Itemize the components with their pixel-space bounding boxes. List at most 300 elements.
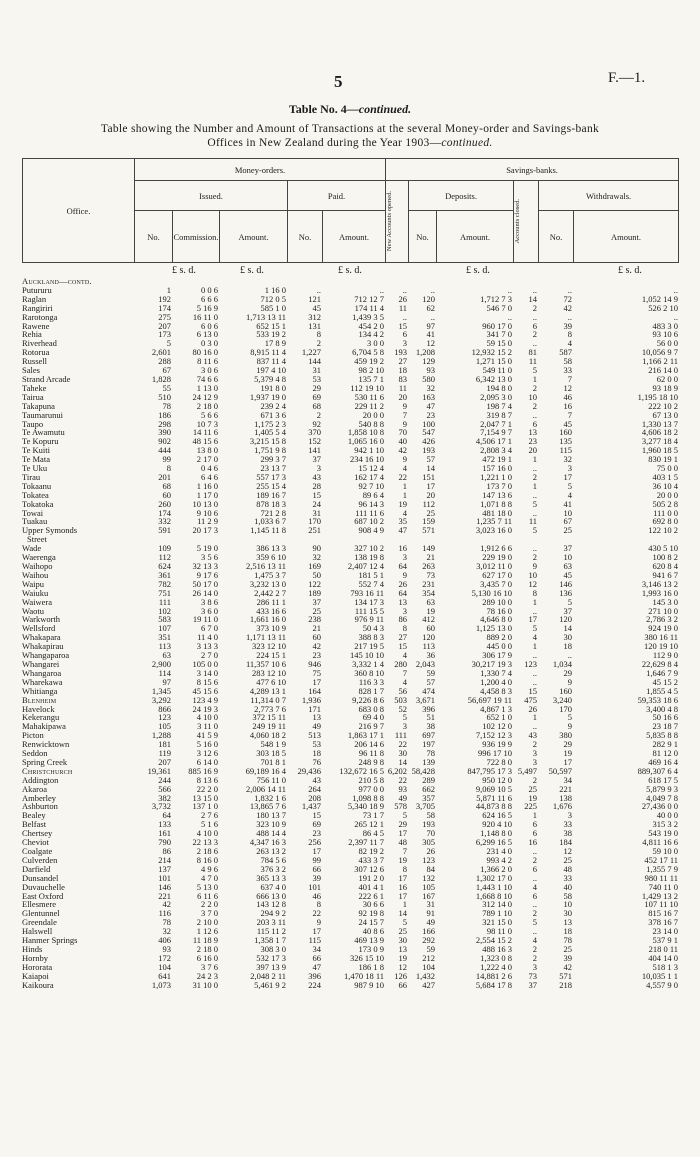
deposits-count-cell: 662	[422, 783, 435, 794]
paid-count-cell: 115	[308, 935, 321, 946]
withdrawals-amount-cell: 526 2 10	[648, 302, 678, 313]
withdrawals-amount-cell: 618 17 5	[648, 774, 678, 785]
table-row	[22, 437, 678, 446]
commission-cell: 80 16 0	[192, 347, 218, 358]
deposits-amount-cell: 1,125 13 0	[475, 623, 512, 634]
paid-count-cell: 17	[312, 926, 321, 937]
deposits-amount-cell: 4,646 8 0	[480, 614, 512, 625]
withdrawals-amount-cell: 505 2 8	[652, 498, 678, 509]
deposits-count-cell: 60	[426, 623, 435, 634]
withdrawals-count-cell: 14	[563, 623, 572, 634]
deposits-amount-cell: 1,200 4 0	[480, 676, 512, 687]
new-accounts-cell: 15	[398, 641, 407, 652]
withdrawals-count-cell: 67	[563, 516, 572, 527]
count-cell: 351	[158, 632, 171, 643]
paid-count-cell: 50	[312, 569, 321, 580]
withdrawals-count-cell: 5	[567, 712, 572, 723]
accounts-closed-cell: 5	[532, 525, 537, 536]
deposits-amount-cell: 488 16 3	[482, 943, 512, 954]
subtitle-line-2-text: Offices in New Zealand during the Year 1903—	[207, 137, 442, 149]
deposits-count-cell: 149	[422, 543, 435, 554]
accounts-closed-cell: 3	[532, 748, 537, 759]
withdrawals-count-cell: 136	[559, 587, 572, 598]
table-row	[22, 544, 678, 553]
issued-amount-cell: 8,915 11 4	[250, 347, 286, 358]
count-cell: 123	[158, 712, 171, 723]
deposits-count-cell: 57	[426, 454, 435, 465]
issued-amount-cell: 13,865 7 6	[249, 801, 286, 812]
issued-amount-cell: 2,006 14 11	[245, 783, 286, 794]
office-name: Whangaroa	[22, 668, 62, 678]
commission-cell: 10 7 3	[196, 418, 218, 429]
paid-amount-cell: 265 12 1	[354, 819, 384, 830]
withdrawals-count-cell: 7	[567, 373, 572, 384]
paid-count-cell: 121	[308, 293, 321, 304]
office-name: Havelock	[22, 704, 55, 714]
table-row	[22, 865, 678, 874]
deposits-count-cell: 263	[422, 561, 435, 571]
new-accounts-cell: 17	[398, 890, 407, 901]
table-row	[22, 500, 678, 509]
withdrawals-amount-cell: 3,277 18 4	[641, 436, 678, 447]
count-cell: 244	[158, 774, 171, 785]
new-accounts-cell: 93	[398, 783, 407, 794]
paid-amount-cell: 433 3 7	[358, 854, 384, 865]
deposits-count-cell: 1,432	[415, 970, 435, 981]
withdrawals-amount-cell: 36 10 4	[652, 480, 678, 491]
commission-cell: 885 16 9	[188, 765, 218, 776]
withdrawals-count-cell: 72	[563, 293, 572, 304]
office-name: Sales	[22, 366, 40, 376]
deposits-amount-cell: 198 7 4	[486, 400, 512, 411]
new-accounts-cell: 25	[398, 926, 407, 937]
withdrawals-amount-cell: 1,993 16 0	[641, 587, 678, 598]
withdrawals-count-cell: 45	[563, 418, 572, 429]
new-accounts-cell: 22	[398, 471, 407, 482]
paid-amount-cell: 987 9 10	[354, 979, 384, 990]
accounts-closed-cell: 5	[532, 498, 537, 509]
withdrawals-count-cell: 38	[563, 828, 572, 839]
deposits-count-cell: 51	[426, 712, 435, 723]
paid-count-cell: 141	[308, 445, 321, 456]
issued-amount-cell: 143 12 8	[256, 899, 286, 910]
office-name: Taheke	[22, 383, 47, 393]
withdrawals-count-cell: 25	[563, 525, 572, 536]
office-name: Dunsandel	[22, 873, 59, 883]
withdrawals-amount-cell: 1,646 7 9	[646, 667, 678, 678]
withdrawals-amount-cell: 692 8 0	[652, 516, 678, 527]
new-accounts-cell: 3	[402, 552, 407, 563]
office-name: Waihou	[22, 570, 49, 580]
count-cell: 55	[162, 382, 171, 393]
withdrawals-amount-cell: 20 0 0	[656, 489, 678, 500]
table-row	[22, 954, 678, 963]
withdrawals-count-cell: 25	[563, 943, 572, 954]
table-row	[22, 900, 678, 909]
deposits-count-cell: 354	[422, 587, 435, 598]
paid-amount-cell: 92 19 8	[358, 908, 384, 919]
deposits-count-cell: 20	[426, 489, 435, 500]
paid-amount-cell: 86 4 5	[362, 828, 384, 839]
new-accounts-cell: 17	[398, 872, 407, 883]
new-accounts-cell: 30	[398, 935, 407, 946]
table-row	[22, 749, 678, 758]
office-name: Greendale	[22, 918, 57, 928]
header-paid-no: No.	[288, 211, 323, 263]
accounts-closed-cell: 73	[528, 970, 537, 981]
commission-cell: 8 15 6	[196, 676, 218, 687]
deposits-count-cell: 151	[422, 471, 435, 482]
count-cell: 63	[162, 650, 171, 661]
withdrawals-count-cell: 63	[563, 561, 572, 571]
issued-amount-cell: 878 18 3	[256, 498, 286, 509]
commission-cell: 3 0 6	[201, 365, 218, 376]
deposits-amount-cell: 1,366 2 0	[480, 863, 512, 874]
deposits-count-cell: 113	[422, 641, 435, 652]
commission-cell: 19 11 0	[192, 614, 218, 625]
withdrawals-amount-cell: 45 15 2	[652, 676, 678, 687]
table-row	[22, 393, 678, 402]
withdrawals-count-cell: 170	[559, 703, 572, 714]
count-cell: 60	[162, 489, 171, 500]
deposits-amount-cell: 14,881 2 6	[475, 970, 512, 981]
withdrawals-amount-cell: 1,052 14 9	[641, 293, 678, 304]
issued-amount-cell: 1,751 9 8	[254, 445, 286, 456]
deposits-amount-cell: 1,443 1 10	[475, 881, 512, 892]
new-accounts-cell: 15	[398, 320, 407, 331]
count-cell: 186	[158, 409, 171, 420]
commission-cell: 24 12 9	[192, 391, 218, 402]
deposits-count-cell: 474	[422, 685, 435, 696]
issued-amount-cell: 1,713 13 11	[245, 311, 286, 322]
deposits-count-cell: 697	[422, 730, 435, 741]
accounts-closed-cell: 11	[528, 516, 537, 527]
count-cell: 390	[158, 427, 171, 438]
paid-count-cell: 224	[308, 979, 321, 990]
office-name: Towai	[22, 508, 44, 518]
new-accounts-cell: 1	[402, 899, 407, 910]
deposits-amount-cell: ..	[507, 284, 512, 295]
accounts-closed-cell: 43	[528, 730, 537, 741]
paid-amount-cell: 98 2 10	[358, 365, 384, 376]
paid-amount-cell: 683 0 8	[358, 703, 384, 714]
office-name: Tokatoka	[22, 499, 54, 509]
new-accounts-cell: 42	[398, 445, 407, 456]
deposits-count-cell: 129	[422, 356, 435, 367]
office-name: Raglan	[22, 294, 47, 304]
paid-amount-cell: 82 19 2	[358, 846, 384, 856]
withdrawals-count-cell: 10	[563, 552, 572, 563]
paid-amount-cell: 116 3 3	[358, 676, 384, 687]
paid-amount-cell: 134 17 3	[354, 596, 384, 607]
withdrawals-amount-cell: 23 14 0	[652, 926, 678, 937]
count-cell: 111	[158, 596, 171, 607]
count-cell: 361	[158, 569, 171, 580]
withdrawals-amount-cell: 23 18 7	[652, 721, 678, 732]
table-row	[22, 357, 678, 366]
accounts-closed-cell: 2	[532, 400, 537, 411]
table-row	[22, 687, 678, 696]
paid-amount-cell: 89 6 4	[362, 489, 384, 500]
count-cell: 201	[158, 471, 171, 482]
paid-amount-cell: ..	[379, 284, 384, 295]
paid-count-cell: 264	[308, 783, 321, 794]
paid-count-cell: 396	[308, 970, 321, 981]
deposits-count-cell: 73	[426, 569, 435, 580]
issued-amount-cell: 721 2 8	[260, 507, 286, 518]
deposits-count-cell: 62	[426, 302, 435, 313]
office-name: Bealey	[22, 811, 46, 821]
withdrawals-count-cell: 380	[559, 730, 572, 741]
commission-cell: 31 10 0	[192, 979, 218, 990]
table-row	[22, 339, 678, 348]
office-name: Rangiriri	[22, 303, 53, 313]
office-name: Auckland—contd.	[22, 277, 92, 286]
deposits-count-cell: 93	[426, 365, 435, 376]
office-name: East Oxford	[22, 891, 64, 901]
issued-amount-cell: 323 10 9	[256, 819, 286, 830]
withdrawals-amount-cell: 1,960 18 5	[641, 445, 678, 456]
count-cell: 332	[158, 516, 171, 527]
issued-amount-cell: 4,060 18 2	[249, 730, 286, 741]
office-name: Ashburton	[22, 802, 58, 812]
paid-count-cell: 8	[316, 329, 321, 340]
commission-cell: 3 7 0	[201, 908, 218, 919]
accounts-closed-cell: 2	[532, 943, 537, 954]
deposits-count-cell: 547	[422, 427, 435, 438]
paid-amount-cell: 388 8 3	[358, 632, 384, 643]
commission-cell: 16 11 0	[192, 311, 218, 322]
paid-amount-cell: 50 4 3	[362, 623, 384, 634]
new-accounts-cell: 3	[402, 338, 407, 349]
paid-amount-cell: 530 11 6	[354, 391, 384, 402]
paid-amount-cell: 401 4 1	[358, 881, 384, 892]
withdrawals-amount-cell: 815 16 7	[648, 908, 678, 919]
new-accounts-cell: 126	[394, 970, 407, 981]
deposits-count-cell: 357	[422, 792, 435, 803]
table-row	[22, 811, 678, 820]
accounts-closed-cell: ..	[532, 872, 537, 883]
withdrawals-amount-cell: 430 5 10	[648, 543, 678, 554]
office-name: Kekerangu	[22, 713, 60, 723]
issued-amount-cell: 488 14 4	[256, 828, 286, 839]
count-cell: 566	[158, 783, 171, 794]
deposits-amount-cell: 624 16 5	[482, 810, 512, 821]
count-cell: 112	[158, 552, 171, 563]
withdrawals-amount-cell: 543 19 0	[648, 828, 678, 839]
withdrawals-amount-cell: 100 8 2	[652, 552, 678, 563]
commission-cell: 3 6 0	[201, 605, 218, 616]
commission-cell: 48 15 6	[192, 436, 218, 447]
deposits-amount-cell: ..	[507, 311, 512, 322]
withdrawals-amount-cell: 107 11 10	[644, 899, 678, 910]
commission-cell: 41 5 9	[196, 730, 218, 741]
paid-amount-cell: 181 5 1	[358, 569, 384, 580]
deposits-amount-cell: 1,221 1 0	[480, 471, 512, 482]
accounts-closed-cell: 5	[532, 917, 537, 928]
paid-count-cell: 31	[312, 365, 321, 376]
office-name: Coalgate	[22, 847, 53, 856]
issued-amount-cell: 1,405 5 4	[254, 427, 286, 438]
deposits-amount-cell: 98 11 0	[486, 926, 512, 937]
paid-amount-cell: 234 16 10	[350, 454, 384, 465]
issued-amount-cell: 323 12 10	[252, 641, 286, 652]
header-issued-amount: Amount.	[220, 211, 288, 263]
paid-count-cell: 3	[316, 463, 321, 474]
commission-cell: 8 13 6	[196, 774, 218, 785]
deposits-count-cell: 58	[426, 810, 435, 821]
withdrawals-count-cell: 120	[559, 614, 572, 625]
paid-amount-cell: 135 7 1	[358, 373, 384, 384]
header-deposits-amount: Amount.	[437, 211, 514, 263]
paid-count-cell: 208	[308, 792, 321, 803]
paid-amount-cell: 2,407 12 4	[347, 561, 384, 571]
new-accounts-cell: 22	[398, 739, 407, 750]
paid-count-cell: 23	[312, 650, 321, 661]
withdrawals-count-cell: 40	[563, 881, 572, 892]
paid-amount-cell: 1,439 3 5	[352, 311, 384, 322]
office-name: Te Mata	[22, 455, 50, 465]
deposits-count-cell: 3,671	[415, 694, 435, 705]
withdrawals-count-cell: 58	[563, 356, 572, 367]
units-paid: £ s. d.	[338, 265, 362, 276]
issued-amount-cell: 180 13 7	[256, 810, 286, 821]
office-name: Tokaanu	[22, 481, 52, 491]
new-accounts-cell: 3	[402, 605, 407, 616]
issued-amount-cell: 283 12 10	[252, 667, 286, 678]
deposits-count-cell: 63	[426, 596, 435, 607]
accounts-closed-cell: 4	[532, 935, 537, 946]
table-row	[22, 802, 678, 811]
paid-amount-cell: 454 2 0	[358, 320, 384, 331]
new-accounts-cell: 11	[398, 382, 407, 393]
deposits-amount-cell: 2,554 15 2	[475, 935, 512, 946]
new-accounts-cell: 16	[398, 881, 407, 892]
table-row	[22, 277, 678, 286]
office-name: Te Kopuru	[22, 437, 59, 447]
count-cell: 102	[158, 605, 171, 616]
issued-amount-cell: 249 19 11	[252, 721, 286, 732]
commission-cell: 14 11 6	[192, 427, 218, 438]
table-row	[22, 856, 678, 865]
table-row	[22, 464, 678, 473]
issued-amount-cell: 784 5 6	[260, 854, 286, 865]
new-accounts-cell: 35	[398, 516, 407, 527]
count-cell: 173	[158, 329, 171, 340]
accounts-closed-cell: ..	[532, 409, 537, 420]
accounts-closed-cell: 13	[528, 427, 537, 438]
withdrawals-amount-cell: 93 10 6	[652, 329, 678, 340]
deposits-amount-cell: 4,458 8 3	[480, 685, 512, 696]
withdrawals-count-cell: 32	[563, 454, 572, 465]
table-row	[22, 972, 678, 981]
accounts-closed-cell: 12	[528, 578, 537, 589]
withdrawals-amount-cell: 216 14 0	[648, 365, 678, 376]
paid-count-cell: 29	[312, 382, 321, 393]
count-cell: 641	[158, 970, 171, 981]
office-name: Street	[27, 535, 47, 545]
deposits-count-cell: 26	[426, 846, 435, 856]
issued-amount-cell: 637 4 0	[260, 881, 286, 892]
paid-amount-cell: 1,858 10 8	[347, 427, 384, 438]
withdrawals-count-cell: 29	[563, 739, 572, 750]
deposits-amount-cell: 960 17 0	[482, 320, 512, 331]
paid-count-cell: 90	[312, 543, 321, 554]
new-accounts-cell: 64	[398, 587, 407, 598]
withdrawals-amount-cell: 218 0 11	[648, 943, 678, 954]
commission-cell: 3 11 0	[197, 721, 218, 732]
commission-cell: 3 13 3	[196, 641, 218, 652]
table-row	[22, 348, 678, 357]
paid-count-cell: 29,436	[297, 765, 321, 776]
withdrawals-amount-cell: 75 0 0	[656, 463, 678, 474]
accounts-closed-cell: 26	[528, 703, 537, 714]
issued-amount-cell: 1,145 11 8	[250, 525, 286, 536]
office-name: Upper Symonds	[22, 526, 78, 536]
deposits-count-cell: 412	[422, 614, 435, 625]
office-name: Waerenga	[22, 553, 56, 563]
deposits-count-cell: 47	[426, 400, 435, 411]
table-row	[22, 322, 678, 331]
table-row	[22, 705, 678, 714]
paid-count-cell: 8	[316, 899, 321, 910]
deposits-count-cell: 112	[422, 498, 435, 509]
withdrawals-count-cell: 4	[567, 489, 572, 500]
deposits-count-cell: 49	[426, 917, 435, 928]
commission-cell: 10 13 0	[192, 498, 218, 509]
accounts-closed-cell: 15	[528, 685, 537, 696]
issued-amount-cell: 3,215 15 8	[249, 436, 286, 447]
table-row	[22, 776, 678, 785]
accounts-closed-cell: 8	[532, 587, 537, 598]
office-name: Rawene	[22, 321, 50, 331]
deposits-count-cell: 58,428	[411, 765, 435, 776]
commission-cell: 2 7 6	[201, 810, 218, 821]
deposits-amount-cell: 1,302 17 0	[475, 872, 512, 883]
office-name: Wade	[22, 544, 42, 554]
commission-cell: 4 9 6	[201, 863, 218, 874]
new-accounts-cell: ..	[402, 284, 407, 295]
office-name: Mahakipawa	[22, 722, 66, 732]
count-cell: 298	[158, 418, 171, 429]
accounts-closed-cell: ..	[532, 338, 537, 349]
withdrawals-amount-cell: 56 0 0	[656, 338, 678, 349]
withdrawals-count-cell: 48	[563, 863, 572, 874]
paid-count-cell: 60	[312, 632, 321, 643]
accounts-closed-cell: 475	[524, 694, 537, 705]
paid-amount-cell: 326 15 10	[350, 952, 384, 963]
issued-amount-cell: 4,289 13 1	[249, 685, 286, 696]
deposits-count-cell: 14	[426, 463, 435, 474]
commission-cell: 1 12 6	[196, 926, 218, 937]
table-row	[22, 838, 678, 847]
count-cell: 99	[162, 454, 171, 465]
issued-amount-cell: 2,773 7 6	[254, 703, 286, 714]
new-accounts-cell: 9	[402, 400, 407, 411]
commission-cell: 50 17 0	[192, 578, 218, 589]
accounts-closed-cell: 5,497	[517, 765, 537, 776]
accounts-closed-cell: ..	[532, 605, 537, 616]
count-cell: 8	[166, 463, 171, 474]
paid-count-cell: 31	[312, 507, 321, 518]
count-cell: 114	[158, 667, 171, 678]
paid-count-cell: 37	[312, 454, 321, 465]
withdrawals-count-cell: 42	[563, 302, 572, 313]
paid-count-cell: 15	[312, 810, 321, 821]
withdrawals-count-cell: 45	[563, 569, 572, 580]
deposits-count-cell: 166	[422, 926, 435, 937]
new-accounts-cell: 14	[398, 756, 407, 767]
